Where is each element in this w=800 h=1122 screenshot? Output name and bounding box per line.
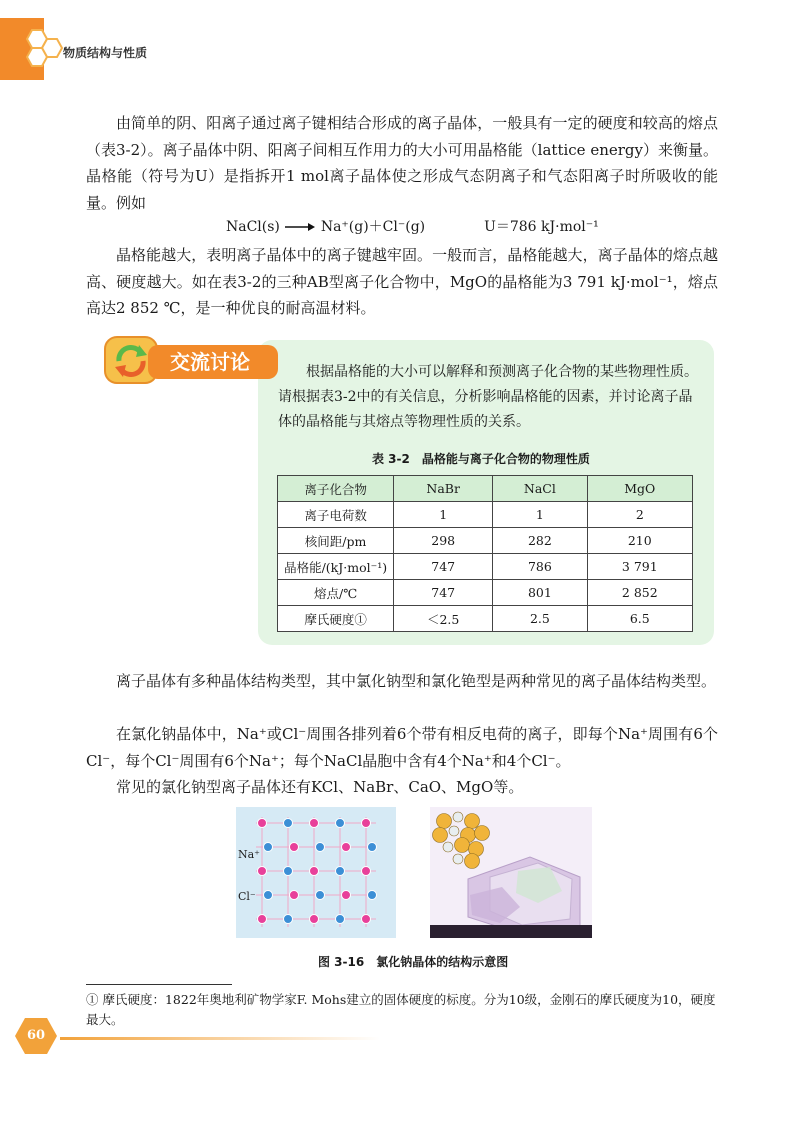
cl-ion-ball	[316, 891, 325, 900]
reaction-arrow-icon	[284, 222, 316, 232]
cl-ion-ball	[284, 867, 293, 876]
footnote-rule	[86, 984, 232, 985]
table-cell: 1	[394, 502, 493, 528]
footnote-mohs: ① 摩氏硬度：1822年奥地利矿物学家F. Mohs建立的固体硬度的标度。分为10级，金刚石的摩氏硬度为10，硬度最大。	[86, 992, 716, 1027]
na-ion-ball	[290, 891, 299, 900]
na-ion-ball	[362, 915, 371, 924]
cl-ion-ball	[284, 819, 293, 828]
cluster-ball	[465, 854, 480, 869]
cl-ion-label: Cl⁻	[238, 890, 256, 903]
na-ion-label: Na⁺	[238, 848, 260, 861]
table-cell: 摩氏硬度①	[278, 606, 394, 632]
table-row	[278, 528, 693, 554]
lattice-energy-table	[277, 475, 693, 632]
paragraph-lattice-intro: 由简单的阴、阳离子通过离子键相结合形成的离子晶体，一般具有一定的硬度和较高的熔点（表3-2）。离子晶体中阴、阳离子间相互作用力的大小可用晶格能（lattice energy）来衡量。晶格能（符号为U）是指拆开1 mol离子晶体使之形成气态阴离子和气态阳离子时所吸收的能量。例如	[86, 114, 718, 212]
table-cell: 747	[394, 554, 493, 580]
table-cell: 747	[394, 580, 493, 606]
table-cell: ＜2.5	[394, 606, 493, 632]
table-cell: 298	[394, 528, 493, 554]
paragraph-nacl-examples: 常见的氯化钠型离子晶体还有KCl、NaBr、CaO、MgO等。	[116, 778, 524, 796]
table-cell: 2	[587, 502, 692, 528]
cl-ion-ball	[264, 843, 273, 852]
table-row	[278, 554, 693, 580]
table-header-cell: 离子化合物	[278, 476, 394, 502]
lattice-energy-equation	[226, 216, 599, 236]
table-cell: 晶格能/(kJ·mol⁻¹)	[278, 554, 394, 580]
table-cell: 核间距/pm	[278, 528, 394, 554]
table-caption: 表 3-2 晶格能与离子化合物的物理性质	[372, 452, 590, 466]
salt-crystal-illustration	[430, 807, 592, 938]
na-ion-ball	[342, 891, 351, 900]
discussion-text: 根据晶格能的大小可以解释和预测离子化合物的某些物理性质。请根据表3-2中的有关信息，分析影响晶格能的因素，并讨论离子晶体的晶格能与其熔点等物理性质的关系。	[278, 364, 698, 430]
cl-ion-ball	[336, 867, 345, 876]
cluster-ball	[453, 812, 463, 822]
nacl-lattice-diagram	[236, 807, 396, 938]
table-cell: 2 852	[587, 580, 692, 606]
cluster-ball	[453, 854, 463, 864]
table-cell: 801	[493, 580, 587, 606]
na-ion-ball	[290, 843, 299, 852]
table-cell: 6.5	[587, 606, 692, 632]
paragraph-crystal-types: 离子晶体有多种晶体结构类型，其中氯化钠型和氯化铯型是两种常见的离子晶体结构类型。	[116, 672, 717, 690]
table-cell: 210	[587, 528, 692, 554]
page-number: 60	[26, 1028, 46, 1043]
cluster-ball	[465, 814, 480, 829]
honeycomb-icon	[18, 28, 66, 76]
table-header-cell: MgO	[587, 476, 692, 502]
table-cell: 1	[493, 502, 587, 528]
nacl-crystal-photo	[430, 807, 592, 938]
na-ion-ball	[362, 819, 371, 828]
cl-ion-ball	[336, 819, 345, 828]
na-ion-ball	[310, 819, 319, 828]
na-ion-ball	[258, 915, 267, 924]
table-header-row	[278, 476, 693, 502]
table-row	[278, 606, 693, 632]
cluster-ball	[433, 828, 448, 843]
nacl-lattice-svg	[236, 807, 396, 938]
cl-ion-ball	[264, 891, 273, 900]
table-row	[278, 502, 693, 528]
equation-reactant: NaCl(s)	[226, 219, 280, 235]
paragraph-lattice-explanation: 晶格能越大，表明离子晶体中的离子键越牢固。一般而言，晶格能越大，离子晶体的熔点越高、硬度越大。如在表3-2的三种AB型离子化合物中，MgO的晶格能为3 791 kJ·mol⁻¹，熔点高达2 852 ℃，是一种优良的耐高温材料。	[86, 246, 718, 317]
table-cell: 3 791	[587, 554, 692, 580]
paragraph-nacl-structure: 在氯化钠晶体中，Na⁺或Cl⁻周围各排列着6个带有相反电荷的离子，即每个Na⁺周围有6个Cl⁻，每个Cl⁻周围有6个Na⁺；每个NaCl晶胞中含有4个Na⁺和4个Cl⁻。	[86, 725, 718, 770]
cl-ion-ball	[316, 843, 325, 852]
equation-products: Na⁺(g)＋Cl⁻(g)	[320, 219, 426, 235]
table-row	[278, 580, 693, 606]
discussion-label: 交流讨论	[148, 345, 278, 379]
table-cell: 离子电荷数	[278, 502, 394, 528]
table-cell: 2.5	[493, 606, 587, 632]
na-ion-ball	[258, 867, 267, 876]
table-cell: 282	[493, 528, 587, 554]
equation-energy: U＝786 kJ·mol⁻¹	[484, 219, 599, 235]
table-cell: 熔点/℃	[278, 580, 394, 606]
table-cell: 786	[493, 554, 587, 580]
na-ion-ball	[362, 867, 371, 876]
table-header-cell: NaCl	[493, 476, 587, 502]
cluster-ball	[455, 838, 470, 853]
cl-ion-ball	[368, 843, 377, 852]
na-ion-ball	[310, 867, 319, 876]
page-footer-line	[60, 1037, 380, 1040]
cluster-ball	[443, 842, 453, 852]
figure-caption: 图 3-16 氯化钠晶体的结构示意图	[318, 955, 509, 969]
cluster-ball	[449, 826, 459, 836]
na-ion-ball	[310, 915, 319, 924]
table-header-cell: NaBr	[394, 476, 493, 502]
cl-ion-ball	[368, 891, 377, 900]
cl-ion-ball	[336, 915, 345, 924]
cl-ion-ball	[284, 915, 293, 924]
na-ion-ball	[342, 843, 351, 852]
na-ion-ball	[258, 819, 267, 828]
cluster-ball	[437, 814, 452, 829]
cluster-ball	[475, 826, 490, 841]
header-title: 物质结构与性质	[63, 46, 148, 60]
